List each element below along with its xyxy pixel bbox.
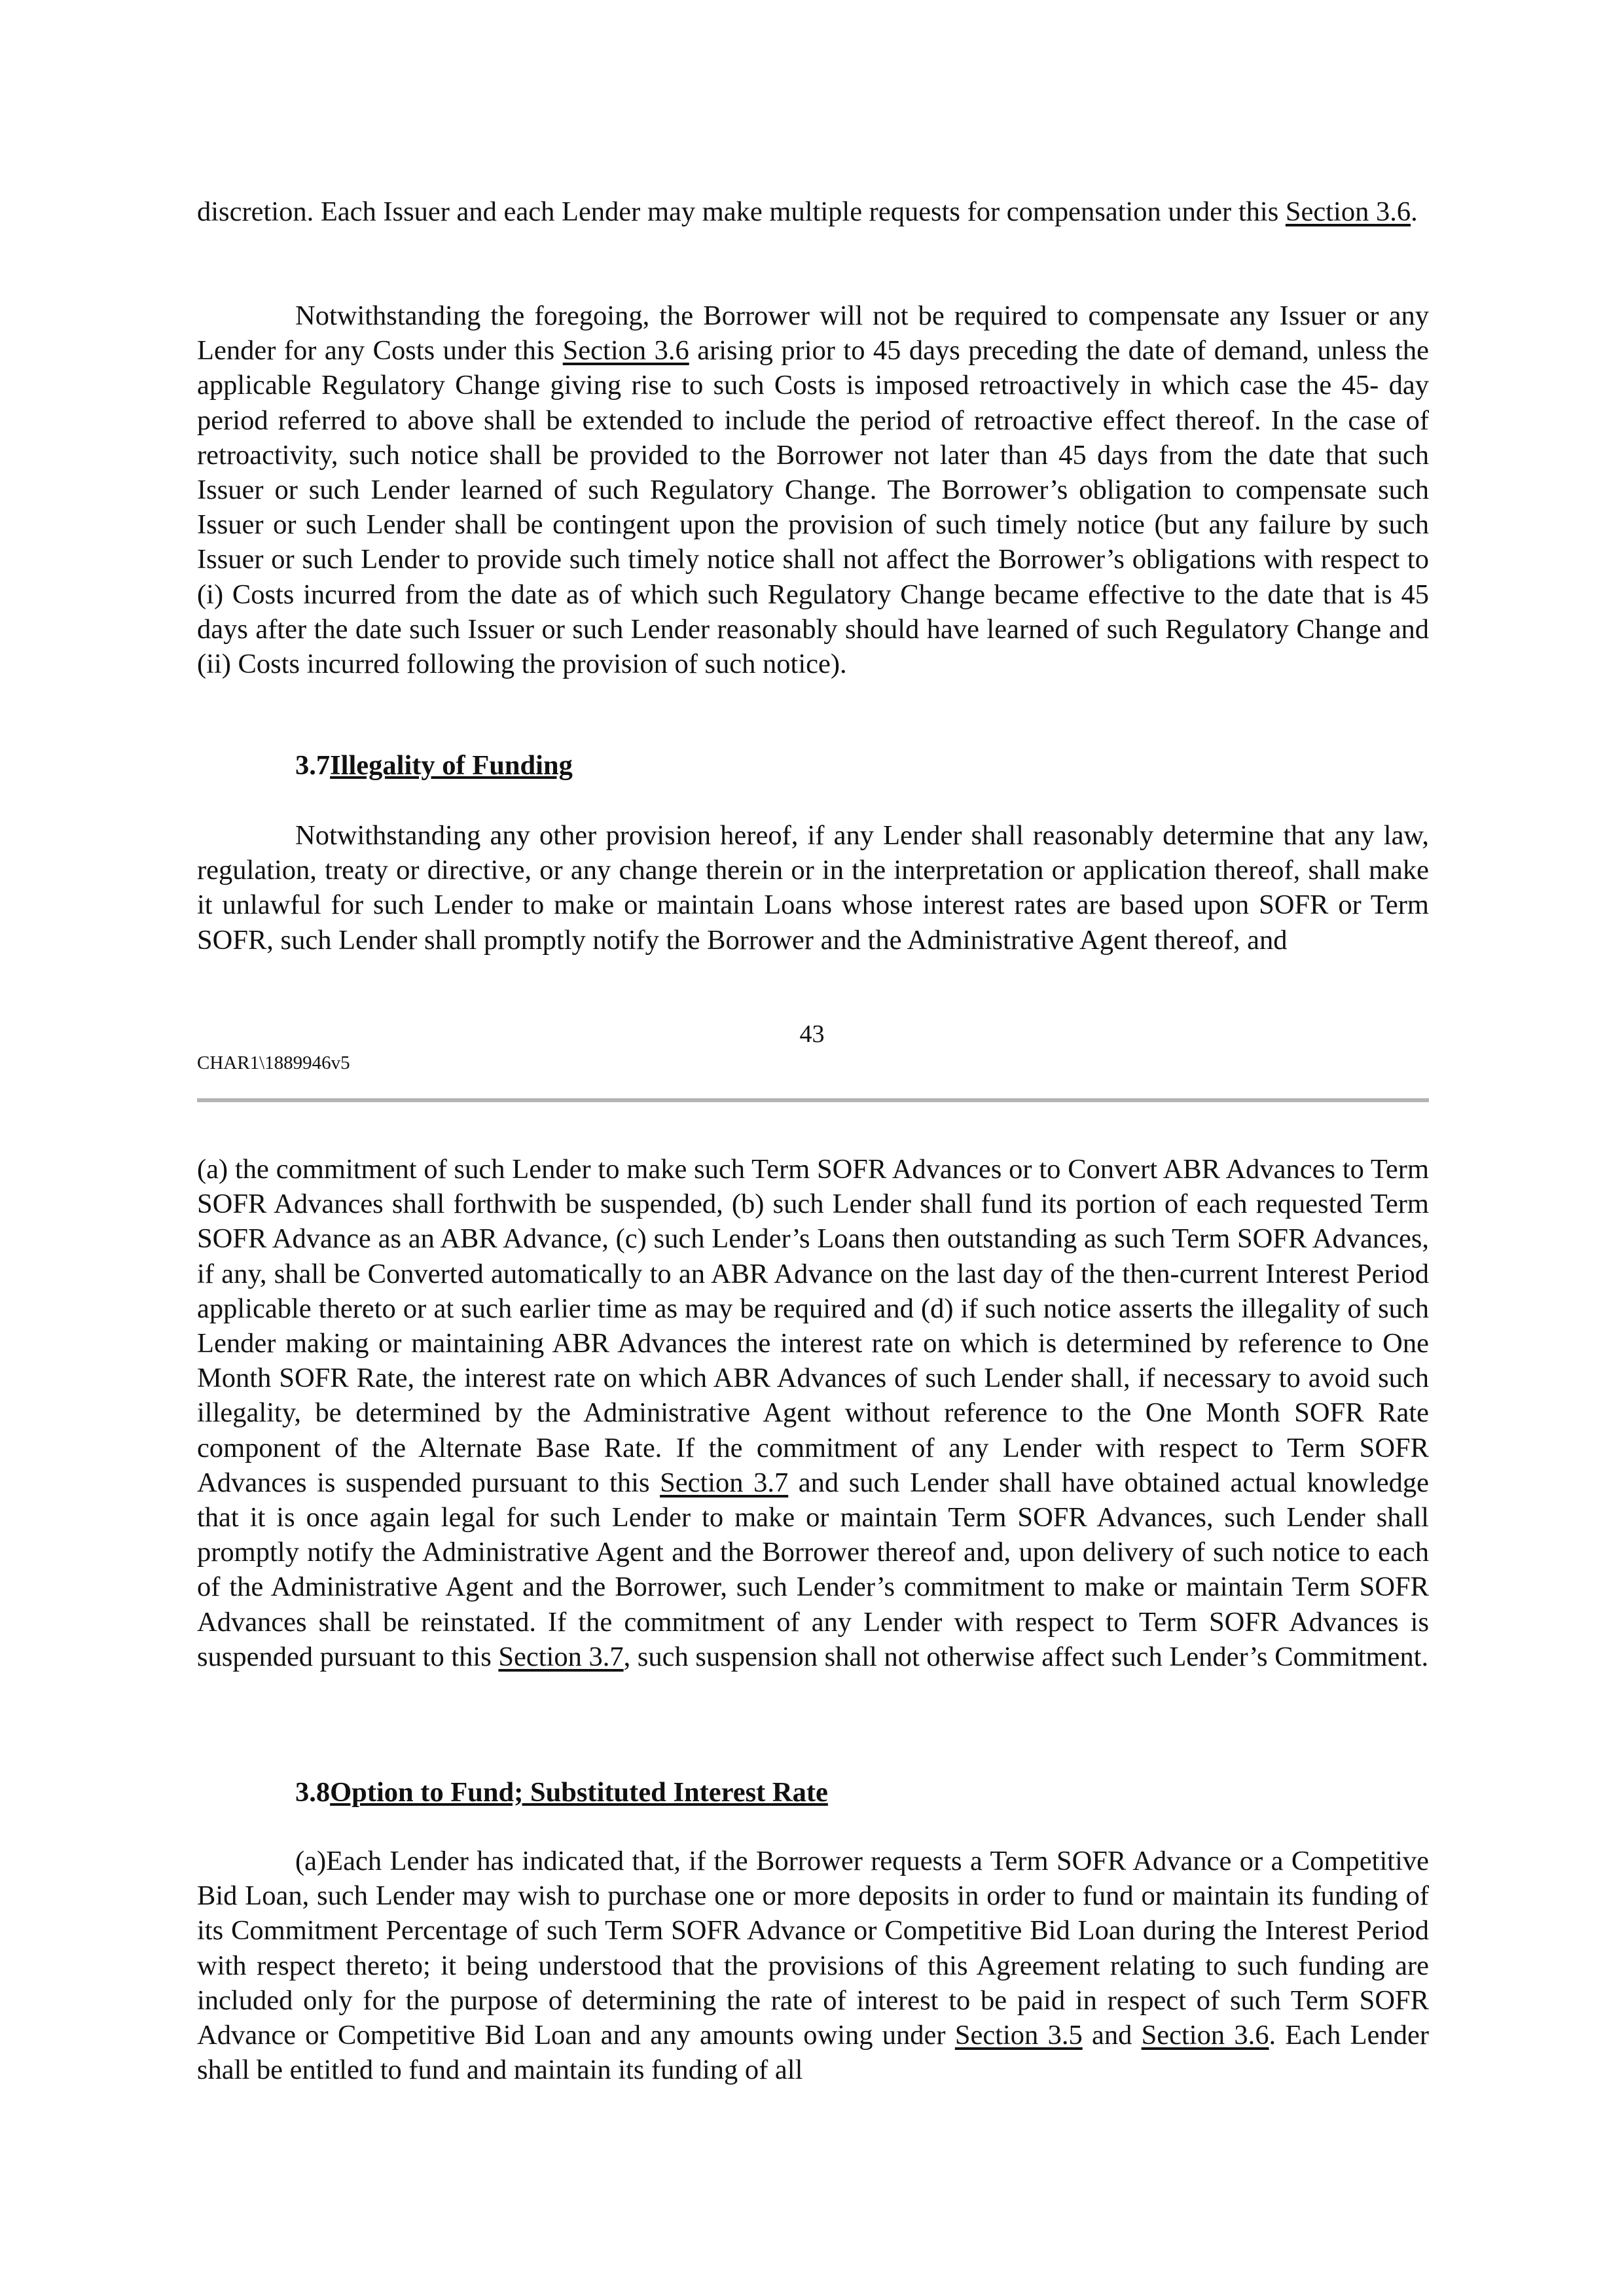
section-3-5-link[interactable]: Section 3.5 [954,2020,1083,2051]
section-title: Illegality of Funding [330,750,573,781]
section-number: 3.7 [295,750,331,781]
section-number: 3.8 [295,1777,331,1808]
paragraph-text: . Each Lender shall be entitled to fund and maintain its funding of all [197,2020,1429,2086]
paragraph-text: (a)Each Lender has indicated that, if the Borrower requests a Term SOFR Advance or a Competitive Bid Loan, such Lender may wish to purchase one or more deposits in order to fund or maintain its funding of its Commitment Percentage of such Term SOFR Advance or Competitive Bid Loan during the Interest Period with respect thereto; it being understood that the provisions of this Agreement relating to such funding are included only for the purpose of determining the rate of interest to be paid in respect of such Term SOFR Advance or Competitive Bid Loan and any amounts owing under [197,1846,1429,2051]
paragraph-text: and [1082,2020,1142,2051]
paragraph-text: and such Lender shall have obtained actual knowledge that it is once again legal for such Lender to make or maintain Term SOFR Advances, such Lender shall promptly notify the Administrative Agent and the Borrower thereof and, upon delivery of such notice to each of the Administrative Agent and the Borrower, such Lender’s commitment to make or maintain Term SOFR Advances shall be reinstated. If the commitment of any Lender with respect to Term SOFR Advances is suspended pursuant to this [197,1467,1429,1672]
paragraph-commitment-suspension [197,1152,1429,1674]
paragraph-text: Notwithstanding any other provision hereof, if any Lender shall reasonably determine that any law, regulation, treaty or directive, or any change therein or in the interpretation or application thereof, shall make it unlawful for such Lender to make or maintain Loans whose interest rates are based upon SOFR or Term SOFR, such Lender shall promptly notify the Borrower and the Administrative Agent thereof, and [197,820,1429,956]
section-3-6-link[interactable]: Section 3.6 [1285,196,1411,227]
paragraph-compensation-requests [197,194,1429,229]
section-3-7-heading [295,748,573,783]
section-3-8-heading [295,1775,828,1810]
paragraph-text: . [1411,196,1418,227]
paragraph-text: Notwithstanding the foregoing, the Borrower will not be required to compensate any Issuer or any Lender for any Costs under this [197,300,1429,367]
paragraph-text: , such suspension shall not otherwise affect such Lender’s Commitment. [623,1641,1429,1672]
page-number: 43 [799,1020,825,1048]
paragraph-text: arising prior to 45 days preceding the date of demand, unless the applicable Regulatory Change giving rise to such Costs is imposed retroactively in which case the 45- day period referred to above shall be extended to include the period of retroactive effect thereof. In the case of retroactivity, such notice shall be provided to the Borrower not later than 45 days from the date that such Issuer or such Lender learned of such Regulatory Change. The Borrower’s obligation to compensate such Issuer or such Lender shall be contingent upon the provision of such timely notice (but any failure by such Issuer or such Lender to provide such timely notice shall not affect the Borrower’s obligations with respect to (i) Costs incurred from the date as of which such Regulatory Change became effective to the date that is 45 days after the date such Issuer or such Lender reasonably should have learned of such Regulatory Change and (ii) Costs incurred following the provision of such notice). [197,335,1429,680]
section-3-7-link[interactable]: Section 3.7 [498,1641,624,1672]
section-3-6-link[interactable]: Section 3.6 [562,335,689,367]
paragraph-text: discretion. Each Issuer and each Lender may make multiple requests for compensation under this [197,196,1286,227]
document-id: CHAR1\1889946v5 [197,1052,350,1073]
paragraph-text: (a) the commitment of such Lender to make such Term SOFR Advances or to Convert ABR Advances to Term SOFR Advances shall forthwith be suspended, (b) such Lender shall fund its portion of each requested Term SOFR Advance as an ABR Advance, (c) such Lender’s Loans then outstanding as such Term SOFR Advances, if any, shall be Converted automatically to an ABR Advance on the last day of the then-current Interest Period applicable thereto or at such earlier time as may be required and (d) if such notice asserts the illegality of such Lender making or maintaining ABR Advances the interest rate on which is determined by reference to One Month SOFR Rate, the interest rate on which ABR Advances of such Lender shall, if necessary to avoid such illegality, be determined by the Administrative Agent without reference to the One Month SOFR Rate component of the Alternate Base Rate. If the commitment of any Lender with respect to Term SOFR Advances is suspended pursuant to this [197,1154,1429,1498]
paragraph-notwithstanding-foregoing [197,298,1429,681]
paragraph-option-to-fund [197,1844,1429,2087]
section-3-6-link[interactable]: Section 3.6 [1141,2020,1269,2051]
paragraph-illegality [197,818,1429,958]
section-title: Option to Fund; Substituted Interest Rate [330,1777,828,1808]
page-separator [197,1098,1429,1102]
section-3-7-link[interactable]: Section 3.7 [660,1467,789,1498]
